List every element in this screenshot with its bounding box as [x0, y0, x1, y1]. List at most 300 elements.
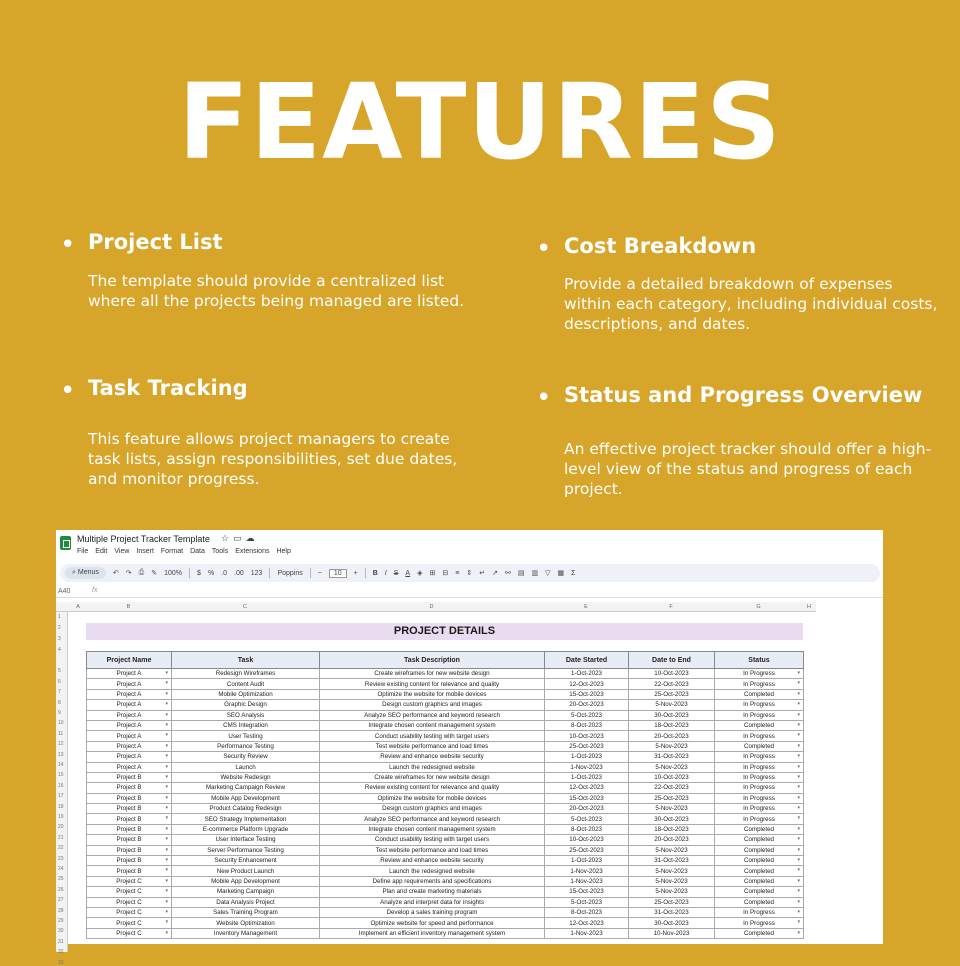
task-cell[interactable]: User Testing	[172, 731, 320, 741]
menu-insert[interactable]: Insert	[136, 548, 154, 555]
date-to-end-cell[interactable]: 5-Nov-2023	[629, 700, 715, 710]
bullet-icon: •	[60, 376, 76, 406]
sheet-banner-title: PROJECT DETAILS	[86, 623, 803, 640]
menu-tools[interactable]: Tools	[211, 548, 229, 555]
cloud-icon[interactable]: ☁	[245, 533, 259, 543]
date-started-cell[interactable]: 20-Oct-2023	[545, 700, 629, 710]
task-description-cell[interactable]: Analyze SEO performance and keyword research	[320, 814, 545, 824]
table-row	[87, 897, 804, 907]
task-cell[interactable]: Mobile App Development	[172, 793, 320, 803]
menu-format[interactable]: Format	[160, 548, 184, 555]
task-cell[interactable]: Sales Training Program	[172, 907, 320, 917]
date-to-end-cell[interactable]: 20-Oct-2023	[629, 731, 715, 741]
document-title[interactable]: Multiple Project Tracker Template	[77, 534, 210, 544]
project-table	[86, 651, 804, 939]
date-started-cell[interactable]: 1-Nov-2023	[545, 866, 629, 876]
project-name-cell[interactable]: Project A ▾	[87, 741, 172, 751]
row-number[interactable]: 28	[58, 907, 64, 914]
status-cell[interactable]: Completed ▾	[715, 876, 804, 886]
row-number[interactable]: 25	[58, 876, 64, 883]
status-cell[interactable]: Completed ▾	[715, 887, 804, 897]
table-row	[87, 835, 804, 845]
task-description-cell[interactable]: Review existing content for relevance and quality	[320, 679, 545, 689]
title-actions	[221, 533, 259, 544]
project-name-cell[interactable]: Project A ▾	[87, 752, 172, 762]
menu-help[interactable]: Help	[276, 548, 291, 555]
status-cell[interactable]: In Progress ▾	[715, 700, 804, 710]
date-started-cell[interactable]: 8-Oct-2023	[545, 824, 629, 834]
task-description-cell[interactable]: Integrate chosen content management system	[320, 720, 545, 730]
column-header[interactable]: F	[669, 604, 673, 610]
date-to-end-cell[interactable]: 10-Oct-2023	[629, 669, 715, 679]
column-header[interactable]: H	[807, 604, 811, 610]
row-number[interactable]: 31	[58, 938, 64, 945]
task-description-cell[interactable]: Optimize website for speed and performance	[320, 918, 545, 928]
project-name-cell[interactable]: Project B ▾	[87, 804, 172, 814]
task-cell[interactable]: Mobile App Development	[172, 876, 320, 886]
table-header-row	[87, 652, 804, 669]
sheet-grid	[56, 602, 883, 966]
toolbar-divider	[269, 568, 270, 578]
chart-icon[interactable]: ▥	[531, 570, 539, 577]
row-number[interactable]: 8	[58, 699, 61, 706]
date-started-cell[interactable]: 25-Oct-2023	[545, 741, 629, 751]
task-cell[interactable]: Performance Testing	[172, 741, 320, 751]
status-cell[interactable]: Completed ▾	[715, 897, 804, 907]
table-row	[87, 887, 804, 897]
wrap-icon[interactable]: ↵	[479, 570, 486, 577]
task-description-cell[interactable]: Create wireframes for new website design	[320, 772, 545, 782]
task-cell[interactable]: Website Optimization	[172, 918, 320, 928]
date-to-end-cell[interactable]: 22-Oct-2023	[629, 679, 715, 689]
task-cell[interactable]: Mobile Optimization	[172, 689, 320, 699]
row-number[interactable]: 24	[58, 866, 64, 872]
table-row	[87, 793, 804, 803]
table-row	[87, 762, 804, 772]
column-header[interactable]: B	[126, 604, 131, 610]
comment-icon[interactable]: ▤	[517, 570, 525, 577]
status-cell[interactable]: In Progress ▾	[715, 783, 804, 793]
feature-cost-breakdown	[536, 234, 944, 334]
table-row	[87, 669, 804, 679]
folder-icon[interactable]: ▭	[233, 533, 246, 543]
fx-icon: fx	[92, 587, 98, 594]
column-header[interactable]: G	[756, 604, 761, 610]
task-cell[interactable]: E-commerce Platform Upgrade	[172, 824, 320, 834]
task-cell[interactable]: Graphic Design	[172, 700, 320, 710]
date-started-cell[interactable]: 25-Oct-2023	[545, 845, 629, 855]
status-cell[interactable]: In Progress ▾	[715, 669, 804, 679]
text-color-icon[interactable]: A	[405, 569, 411, 577]
row-number[interactable]: 5	[58, 668, 61, 675]
task-cell[interactable]: Product Catalog Redesign	[172, 804, 320, 814]
date-to-end-cell[interactable]: 30-Oct-2023	[629, 710, 715, 720]
formula-bar	[56, 586, 883, 598]
date-to-end-cell[interactable]: 30-Oct-2023	[629, 918, 715, 928]
date-started-cell[interactable]: 1-Oct-2023	[545, 752, 629, 762]
menu-search-label: Menus	[77, 569, 99, 576]
menu-edit[interactable]: Edit	[95, 548, 108, 555]
project-name-cell[interactable]: Project B ▾	[87, 814, 172, 824]
percent-button[interactable]: %	[207, 569, 215, 577]
date-to-end-cell[interactable]: 10-Oct-2023	[629, 772, 715, 782]
row-number[interactable]: 14	[58, 762, 64, 768]
row-numbers	[56, 612, 68, 966]
feature-title: Status and Progress Overview	[564, 383, 923, 407]
date-started-cell[interactable]: 1-Oct-2023	[545, 772, 629, 782]
task-description-cell[interactable]: Conduct usability testing with target users	[320, 835, 545, 845]
table-row	[87, 772, 804, 782]
project-name-cell[interactable]: Project C ▾	[87, 918, 172, 928]
row-number[interactable]: 4	[58, 647, 61, 653]
row-number[interactable]: 3	[58, 636, 61, 642]
table-row	[87, 876, 804, 886]
task-description-cell[interactable]: Design custom graphics and images	[320, 804, 545, 814]
date-started-cell[interactable]: 1-Oct-2023	[545, 856, 629, 866]
column-header[interactable]: A	[76, 604, 80, 610]
task-description-cell[interactable]: Review and enhance website security	[320, 752, 545, 762]
header-date-to-end[interactable]: Date to End	[629, 652, 715, 669]
menu-bar	[77, 548, 291, 555]
task-cell[interactable]: Redesign Wireframes	[172, 669, 320, 679]
bullet-icon: •	[536, 234, 552, 264]
row-number[interactable]: 17	[58, 793, 64, 800]
page-headline: FEATURES	[178, 61, 782, 183]
date-to-end-cell[interactable]: 25-Oct-2023	[629, 897, 715, 907]
bold-icon[interactable]: B	[372, 569, 378, 577]
date-to-end-cell[interactable]: 20-Oct-2023	[629, 835, 715, 845]
date-started-cell[interactable]: 5-Oct-2023	[545, 710, 629, 720]
date-started-cell[interactable]: 15-Oct-2023	[545, 887, 629, 897]
task-cell[interactable]: Content Audit	[172, 679, 320, 689]
project-name-cell[interactable]: Project A ▾	[87, 710, 172, 720]
project-name-cell[interactable]: Project A ▾	[87, 669, 172, 679]
project-name-cell[interactable]: Project B ▾	[87, 793, 172, 803]
font-size-increase-icon[interactable]: +	[353, 569, 358, 577]
date-started-cell[interactable]: 12-Oct-2023	[545, 679, 629, 689]
status-cell[interactable]: In Progress ▾	[715, 814, 804, 824]
strikethrough-icon[interactable]: S	[393, 569, 399, 577]
functions-icon[interactable]: Σ	[571, 569, 576, 577]
task-cell[interactable]: Inventory Management	[172, 928, 320, 938]
feature-body: An effective project tracker should offer a high-level view of the status and progress of each project.	[564, 440, 932, 498]
task-cell[interactable]: SEO Analysis	[172, 710, 320, 720]
row-number[interactable]: 29	[58, 918, 64, 924]
task-description-cell[interactable]: Review and enhance website security	[320, 856, 545, 866]
table-row	[87, 731, 804, 741]
project-name-cell[interactable]: Project C ▾	[87, 887, 172, 897]
date-started-cell[interactable]: 15-Oct-2023	[545, 689, 629, 699]
filter-icon[interactable]: ▽	[545, 570, 551, 577]
date-started-cell[interactable]: 8-Oct-2023	[545, 720, 629, 730]
task-description-cell[interactable]: Review existing content for relevance and quality	[320, 783, 545, 793]
date-to-end-cell[interactable]: 30-Oct-2023	[629, 814, 715, 824]
status-cell[interactable]: In Progress ▾	[715, 762, 804, 772]
table-row	[87, 783, 804, 793]
row-number[interactable]: 20	[58, 824, 64, 831]
date-started-cell[interactable]: 20-Oct-2023	[545, 804, 629, 814]
header-task-description[interactable]: Task Description	[320, 652, 545, 669]
task-description-cell[interactable]: Optimize the website for mobile devices	[320, 689, 545, 699]
borders-icon[interactable]: ⊞	[429, 570, 436, 577]
status-cell[interactable]: In Progress ▾	[715, 793, 804, 803]
task-description-cell[interactable]: Launch the redesigned website	[320, 762, 545, 772]
task-description-cell[interactable]: Design custom graphics and images	[320, 700, 545, 710]
status-cell[interactable]: In Progress ▾	[715, 752, 804, 762]
task-cell[interactable]: Marketing Campaign Review	[172, 783, 320, 793]
date-to-end-cell[interactable]: 10-Nov-2023	[629, 928, 715, 938]
date-to-end-cell[interactable]: 5-Nov-2023	[629, 804, 715, 814]
project-name-cell[interactable]: Project B ▾	[87, 866, 172, 876]
project-name-cell[interactable]: Project C ▾	[87, 876, 172, 886]
project-name-cell[interactable]: Project B ▾	[87, 845, 172, 855]
status-cell[interactable]: Completed ▾	[715, 720, 804, 730]
status-cell[interactable]: In Progress ▾	[715, 710, 804, 720]
feature-title: Project List	[88, 230, 223, 254]
align-icon[interactable]: ≡	[455, 569, 460, 577]
toolbar-divider	[310, 568, 311, 578]
task-cell[interactable]: Data Analysis Project	[172, 897, 320, 907]
feature-body: The template should provide a centralized list where all the projects being managed are listed.	[88, 272, 465, 310]
toolbar-divider	[189, 568, 190, 578]
header-task[interactable]: Task	[172, 652, 320, 669]
column-headers	[56, 602, 816, 612]
spreadsheet-screenshot	[56, 530, 883, 966]
task-cell[interactable]: New Product Launch	[172, 866, 320, 876]
table-row	[87, 700, 804, 710]
date-to-end-cell[interactable]: 18-Oct-2023	[629, 824, 715, 834]
project-name-cell[interactable]: Project B ▾	[87, 783, 172, 793]
row-number[interactable]: 10	[58, 720, 64, 727]
date-started-cell[interactable]: 10-Oct-2023	[545, 731, 629, 741]
task-description-cell[interactable]: Define app requirements and specifications	[320, 876, 545, 886]
task-description-cell[interactable]: Create wireframes for new website design	[320, 669, 545, 679]
date-to-end-cell[interactable]: 25-Oct-2023	[629, 689, 715, 699]
project-name-cell[interactable]: Project C ▾	[87, 897, 172, 907]
date-to-end-cell[interactable]: 5-Nov-2023	[629, 845, 715, 855]
table-body	[87, 669, 804, 939]
link-icon[interactable]: ⚯	[504, 570, 511, 577]
undo-icon[interactable]: ↶	[112, 570, 119, 577]
task-description-cell[interactable]: Optimize the website for mobile devices	[320, 793, 545, 803]
task-cell[interactable]: Server Performance Testing	[172, 845, 320, 855]
project-name-cell[interactable]: Project A ▾	[87, 762, 172, 772]
project-name-cell[interactable]: Project A ▾	[87, 689, 172, 699]
decrease-decimal-button[interactable]: .0	[221, 569, 228, 577]
row-number[interactable]: 13	[58, 751, 64, 758]
status-cell[interactable]: In Progress ▾	[715, 907, 804, 917]
status-cell[interactable]: Completed ▾	[715, 689, 804, 699]
project-name-cell[interactable]: Project C ▾	[87, 907, 172, 917]
sheets-logo-icon[interactable]	[60, 536, 71, 550]
name-box[interactable]: A40	[58, 588, 71, 595]
status-cell[interactable]: Completed ▾	[715, 741, 804, 751]
project-name-cell[interactable]: Project B ▾	[87, 824, 172, 834]
row-number[interactable]: 21	[58, 834, 64, 841]
project-name-cell[interactable]: Project B ▾	[87, 772, 172, 782]
header-status[interactable]: Status	[715, 652, 804, 669]
table-row	[87, 741, 804, 751]
row-number[interactable]: 26	[58, 886, 64, 893]
task-description-cell[interactable]: Plan and create marketing materials	[320, 887, 545, 897]
row-number[interactable]: 9	[58, 710, 61, 716]
merge-cells-icon[interactable]: ⊟	[442, 570, 449, 577]
font-size-decrease-icon[interactable]: −	[317, 569, 322, 577]
date-to-end-cell[interactable]: 31-Oct-2023	[629, 752, 715, 762]
date-started-cell[interactable]: 15-Oct-2023	[545, 793, 629, 803]
date-to-end-cell[interactable]: 22-Oct-2023	[629, 783, 715, 793]
project-name-cell[interactable]: Project A ▾	[87, 720, 172, 730]
date-started-cell[interactable]: 8-Oct-2023	[545, 907, 629, 917]
task-description-cell[interactable]: Implement an efficient inventory management system	[320, 928, 545, 938]
row-number[interactable]: 27	[58, 897, 64, 904]
date-to-end-cell[interactable]: 5-Nov-2023	[629, 887, 715, 897]
table-row	[87, 720, 804, 730]
status-cell[interactable]: Completed ▾	[715, 928, 804, 938]
table-row	[87, 845, 804, 855]
row-number[interactable]: 2	[58, 625, 61, 631]
row-number[interactable]: 30	[58, 928, 64, 935]
paint-format-icon[interactable]: ✎	[151, 570, 158, 577]
status-cell[interactable]: In Progress ▾	[715, 804, 804, 814]
task-cell[interactable]: Security Review	[172, 752, 320, 762]
bullet-icon: •	[60, 230, 76, 260]
table-row	[87, 710, 804, 720]
feature-title: Task Tracking	[88, 376, 248, 400]
bullet-icon: •	[536, 383, 552, 413]
date-to-end-cell[interactable]: 5-Nov-2023	[629, 762, 715, 772]
status-cell[interactable]: In Progress ▾	[715, 731, 804, 741]
row-number[interactable]: 32	[58, 949, 64, 956]
status-cell[interactable]: Completed ▾	[715, 866, 804, 876]
date-to-end-cell[interactable]: 5-Nov-2023	[629, 866, 715, 876]
zoom-select[interactable]: 100%	[164, 569, 183, 577]
italic-icon[interactable]: I	[384, 569, 387, 577]
date-started-cell[interactable]: 1-Nov-2023	[545, 762, 629, 772]
star-icon[interactable]: ☆	[221, 533, 234, 543]
task-cell[interactable]: User Interface Testing	[172, 835, 320, 845]
date-started-cell[interactable]: 12-Oct-2023	[545, 918, 629, 928]
status-cell[interactable]: In Progress ▾	[715, 679, 804, 689]
date-to-end-cell[interactable]: 5-Nov-2023	[629, 876, 715, 886]
rotate-icon[interactable]: ↗	[492, 570, 498, 577]
task-cell[interactable]: Website Redesign	[172, 772, 320, 782]
filter-views-icon[interactable]: ▦	[557, 570, 565, 577]
task-description-cell[interactable]: Test website performance and load times	[320, 741, 545, 751]
valign-icon[interactable]: ⇕	[466, 570, 473, 577]
date-started-cell[interactable]: 1-Nov-2023	[545, 876, 629, 886]
increase-decimal-button[interactable]: .00	[234, 569, 244, 577]
table-row	[87, 918, 804, 928]
task-description-cell[interactable]: Test website performance and load times	[320, 845, 545, 855]
task-cell[interactable]: CMS Integration	[172, 720, 320, 730]
row-number[interactable]: 22	[58, 845, 64, 852]
feature-project-list	[60, 230, 468, 311]
project-name-cell[interactable]: Project B ▾	[87, 856, 172, 866]
row-number[interactable]: 1	[58, 614, 61, 620]
menu-view[interactable]: View	[114, 548, 130, 555]
column-header[interactable]: D	[429, 604, 434, 610]
project-name-cell[interactable]: Project A ▾	[87, 700, 172, 710]
task-cell[interactable]: Launch	[172, 762, 320, 772]
header-project-name[interactable]: Project Name	[87, 652, 172, 669]
task-description-cell[interactable]: Develop a sales training program	[320, 907, 545, 917]
redo-icon[interactable]: ↷	[125, 570, 132, 577]
date-to-end-cell[interactable]: 25-Oct-2023	[629, 793, 715, 803]
font-size-input[interactable]: 10	[329, 569, 347, 578]
row-number[interactable]: 7	[58, 689, 61, 696]
row-number[interactable]: 33	[58, 959, 64, 966]
column-header[interactable]: C	[243, 604, 247, 610]
menu-search[interactable]	[65, 567, 106, 579]
status-cell[interactable]: In Progress ▾	[715, 772, 804, 782]
project-name-cell[interactable]: Project A ▾	[87, 679, 172, 689]
row-number[interactable]: 11	[58, 730, 64, 737]
menu-extensions[interactable]: Extensions	[235, 548, 270, 555]
currency-button[interactable]: $	[197, 569, 201, 577]
header-date-started[interactable]: Date Started	[545, 652, 629, 669]
status-cell[interactable]: Completed ▾	[715, 845, 804, 855]
date-to-end-cell[interactable]: 31-Oct-2023	[629, 907, 715, 917]
row-number[interactable]: 19	[58, 814, 64, 820]
task-description-cell[interactable]: Integrate chosen content management system	[320, 824, 545, 834]
print-icon[interactable]: ⎙	[138, 569, 145, 576]
status-cell[interactable]: Completed ▾	[715, 856, 804, 866]
row-number[interactable]: 23	[58, 855, 64, 862]
date-to-end-cell[interactable]: 31-Oct-2023	[629, 856, 715, 866]
task-description-cell[interactable]: Launch the redesigned website	[320, 866, 545, 876]
date-started-cell[interactable]: 1-Nov-2023	[545, 928, 629, 938]
row-number[interactable]: 12	[58, 741, 64, 748]
status-cell[interactable]: In Progress ▾	[715, 918, 804, 928]
table-row	[87, 814, 804, 824]
font-select[interactable]: Poppins	[277, 569, 303, 577]
table-row	[87, 866, 804, 876]
toolbar	[60, 564, 880, 582]
task-description-cell[interactable]: Analyze and interpret data for insights	[320, 897, 545, 907]
menu-data[interactable]: Data	[190, 548, 205, 555]
menu-file[interactable]: File	[77, 548, 89, 555]
task-cell[interactable]: SEO Strategy Implementation	[172, 814, 320, 824]
task-description-cell[interactable]: Analyze SEO performance and keyword research	[320, 710, 545, 720]
date-started-cell[interactable]: 12-Oct-2023	[545, 783, 629, 793]
date-started-cell[interactable]: 5-Oct-2023	[545, 814, 629, 824]
table-row	[87, 752, 804, 762]
table-row	[87, 856, 804, 866]
row-number[interactable]: 6	[58, 678, 61, 685]
date-to-end-cell[interactable]: 18-Oct-2023	[629, 720, 715, 730]
number-format-button[interactable]: 123	[250, 569, 263, 577]
date-started-cell[interactable]: 5-Oct-2023	[545, 897, 629, 907]
row-number[interactable]: 15	[58, 772, 64, 779]
column-header[interactable]: E	[584, 604, 588, 610]
task-cell[interactable]: Marketing Campaign	[172, 887, 320, 897]
task-cell[interactable]: Security Enhancement	[172, 856, 320, 866]
date-started-cell[interactable]: 10-Oct-2023	[545, 835, 629, 845]
project-name-cell[interactable]: Project A ▾	[87, 731, 172, 741]
row-number[interactable]: 16	[58, 782, 64, 789]
date-to-end-cell[interactable]: 5-Nov-2023	[629, 741, 715, 751]
status-cell[interactable]: Completed ▾	[715, 824, 804, 834]
status-cell[interactable]: Completed ▾	[715, 835, 804, 845]
date-started-cell[interactable]: 1-Oct-2023	[545, 669, 629, 679]
feature-body: Provide a detailed breakdown of expenses within each category, including individual costs, descriptions, and dates.	[564, 275, 938, 333]
row-number[interactable]: 18	[58, 803, 64, 810]
project-name-cell[interactable]: Project C ▾	[87, 928, 172, 938]
fill-color-icon[interactable]: ◈	[417, 570, 423, 577]
project-name-cell[interactable]: Project B ▾	[87, 835, 172, 845]
task-description-cell[interactable]: Conduct usability testing with target users	[320, 731, 545, 741]
